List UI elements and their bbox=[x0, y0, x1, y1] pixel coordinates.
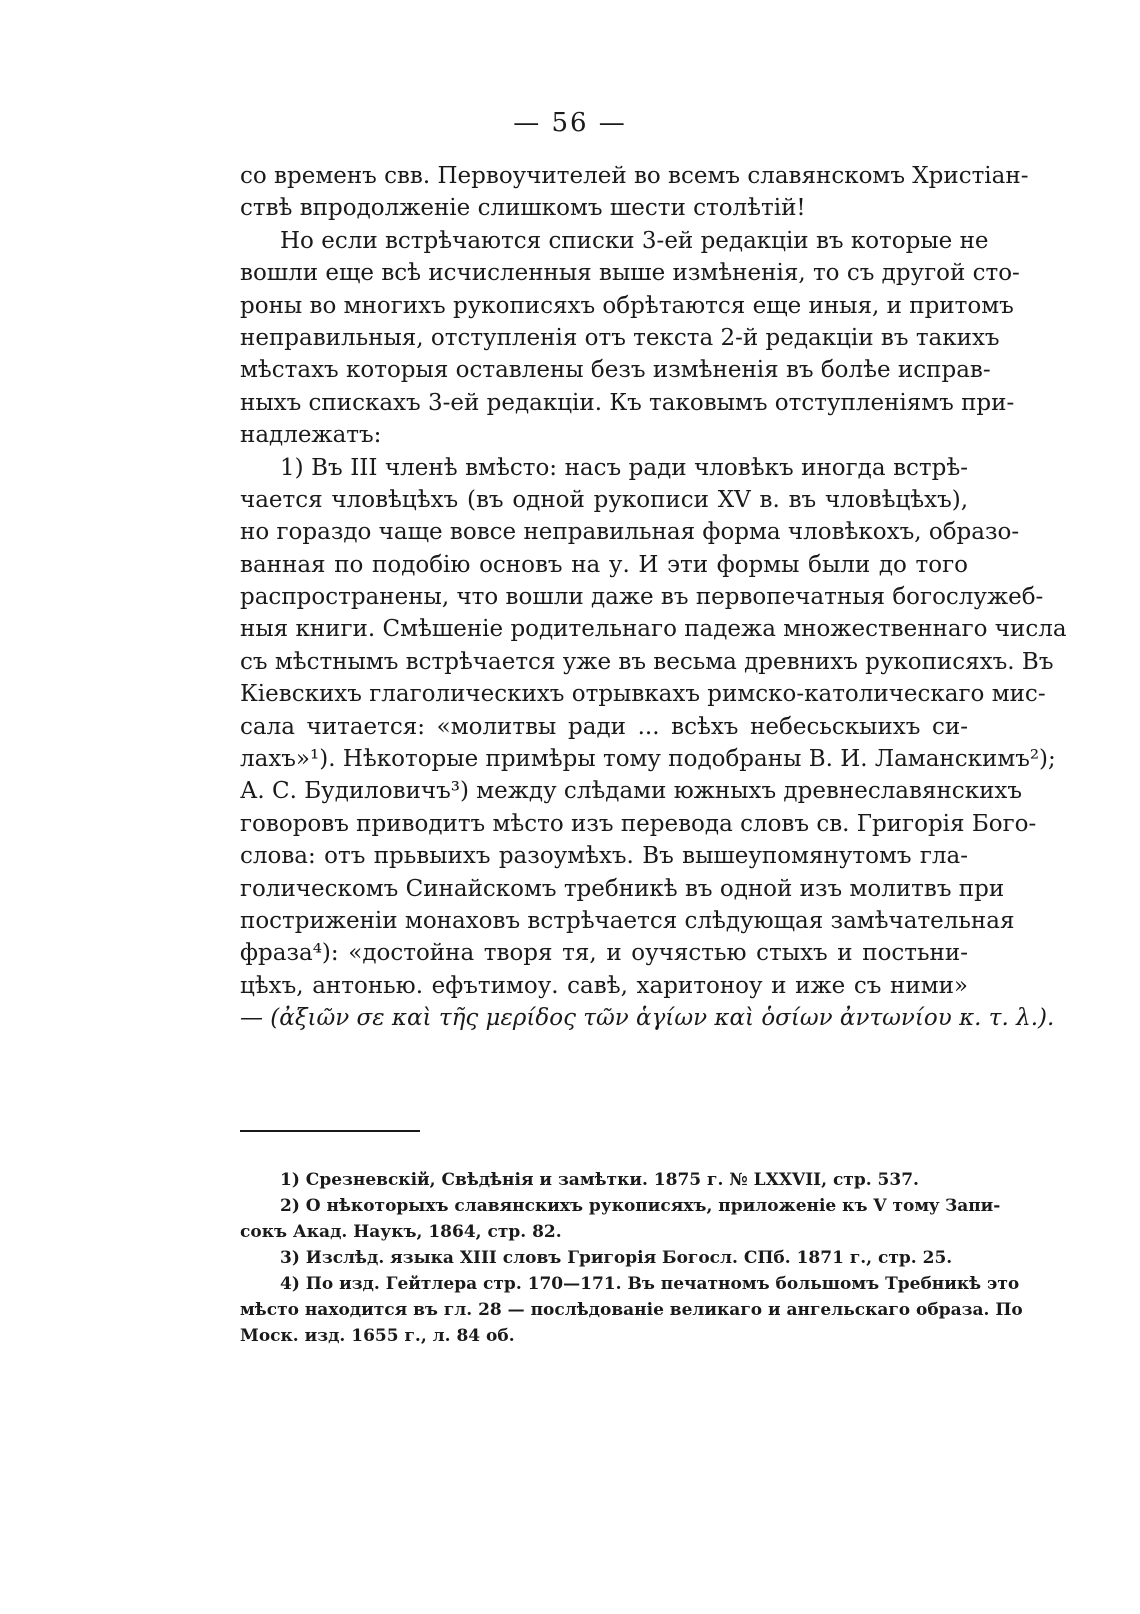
body-line: 1) Въ III членѣ вмѣсто: насъ ради чловѣкъ иногда встрѣ- bbox=[280, 454, 968, 481]
body-line: цѣхъ, антонью. ефътимоу. савѣ, харитоноу и иже съ ними» bbox=[240, 972, 968, 999]
footnote-divider bbox=[240, 1130, 420, 1132]
body-line: ванная по подобію основъ на у. И эти формы были до того bbox=[240, 551, 968, 578]
footnote-line: Моск. изд. 1655 г., л. 84 об. bbox=[240, 1326, 515, 1346]
body-line: съ мѣстнымъ встрѣчается уже въ весьма древнихъ рукописяхъ. Въ bbox=[240, 648, 1054, 675]
footnote-line: сокъ Акад. Наукъ, 1864, стр. 82. bbox=[240, 1222, 562, 1242]
footnote-line: 1) Срезневскій, Свѣдѣнія и замѣтки. 1875 г. № LXXVII, стр. 537. bbox=[280, 1170, 919, 1190]
body-line: Но если встрѣчаются списки 3-ей редакціи въ которые не bbox=[280, 227, 989, 254]
footnote-line: 2) О нѣкоторыхъ славянскихъ рукописяхъ, приложеніе къ V томy Запи- bbox=[280, 1196, 1001, 1216]
body-line: со временъ свв. Первоучителей во всемъ славянскомъ Христіан- bbox=[240, 163, 1029, 189]
body-line: А. С. Будиловичъ³) между слѣдами южныхъ древнеславянскихъ bbox=[240, 778, 1022, 805]
body-line: лахъ»¹). Нѣкоторые примѣры тому подобраны В. И. Ламанскимъ²); bbox=[240, 746, 1056, 773]
body-line: но гораздо чаще вовсе неправильная форма чловѣкохъ, образо- bbox=[240, 519, 1020, 546]
body-line: слова: отъ прьвыихъ разоумѣхъ. Въ вышеупомянутомъ гла- bbox=[240, 843, 968, 870]
footnote-line: мѣсто находится въ гл. 28 — послѣдованіе великаго и ангельскаго образа. По bbox=[240, 1300, 1023, 1320]
body-line: говоровъ приводитъ мѣсто изъ перевода словъ св. Григорія Бого- bbox=[240, 810, 1037, 837]
body-line: чается чловѣцѣхъ (въ одной рукописи XV в. въ чловѣцѣхъ), bbox=[240, 486, 968, 513]
body-line: сала читается: «молитвы ради ... всѣхъ небесьскыихъ си- bbox=[240, 713, 968, 740]
footnotes bbox=[240, 1167, 1023, 1349]
body-line: голическомъ Синайскомъ требникѣ въ одной изъ молитвъ при bbox=[240, 875, 1005, 902]
body-line: роны во многихъ рукописяхъ обрѣтаются еще иныя, и притомъ bbox=[240, 292, 1014, 319]
footnote-line: 4) По изд. Гейтлера стр. 170—171. Въ печатномъ большомъ Требникѣ это bbox=[280, 1274, 1020, 1294]
body-line: надлежатъ: bbox=[240, 422, 382, 449]
body-line: вошли еще всѣ исчисленныя выше измѣненія, то съ другой сто- bbox=[240, 260, 1020, 287]
body-line: Кіевскихъ глаголическихъ отрывкахъ римско-католическаго мис- bbox=[240, 681, 1046, 708]
body-line: мѣстахъ которыя оставлены безъ измѣненія въ болѣе исправ- bbox=[240, 357, 991, 384]
body-line: ствѣ впродолженіе слишкомъ шести столѣтій! bbox=[240, 195, 806, 222]
page-number: — 56 — bbox=[513, 108, 627, 138]
body-line: фраза⁴): «достойна творя тя, и оучястью стыхъ и постьни- bbox=[240, 940, 968, 967]
body-line: — (ἀξιῶν σε καὶ τῆς μερίδος τῶν ἁγίων καὶ ὁσίων ἀντωνίου κ. τ. λ.). bbox=[240, 1005, 1055, 1032]
body-line: ныя книги. Смѣшеніе родительнаго падежа множественнаго числа bbox=[240, 616, 1067, 643]
body-line: распространены, что вошли даже въ первопечатныя богослужеб- bbox=[240, 584, 1044, 611]
footnote-line: 3) Изслѣд. языка XIII словъ Григорія Богосл. СПб. 1871 г., стр. 25. bbox=[280, 1248, 953, 1268]
body-line: ныхъ спискахъ 3-ей редакціи. Къ таковымъ отступленіямъ при- bbox=[240, 389, 1015, 416]
body-text bbox=[240, 160, 1067, 1035]
body-line: постриженіи монаховъ встрѣчается слѣдующая замѣчательная bbox=[240, 907, 1015, 934]
body-line: неправильныя, отступленія отъ текста 2-й редакціи въ такихъ bbox=[240, 324, 1000, 351]
